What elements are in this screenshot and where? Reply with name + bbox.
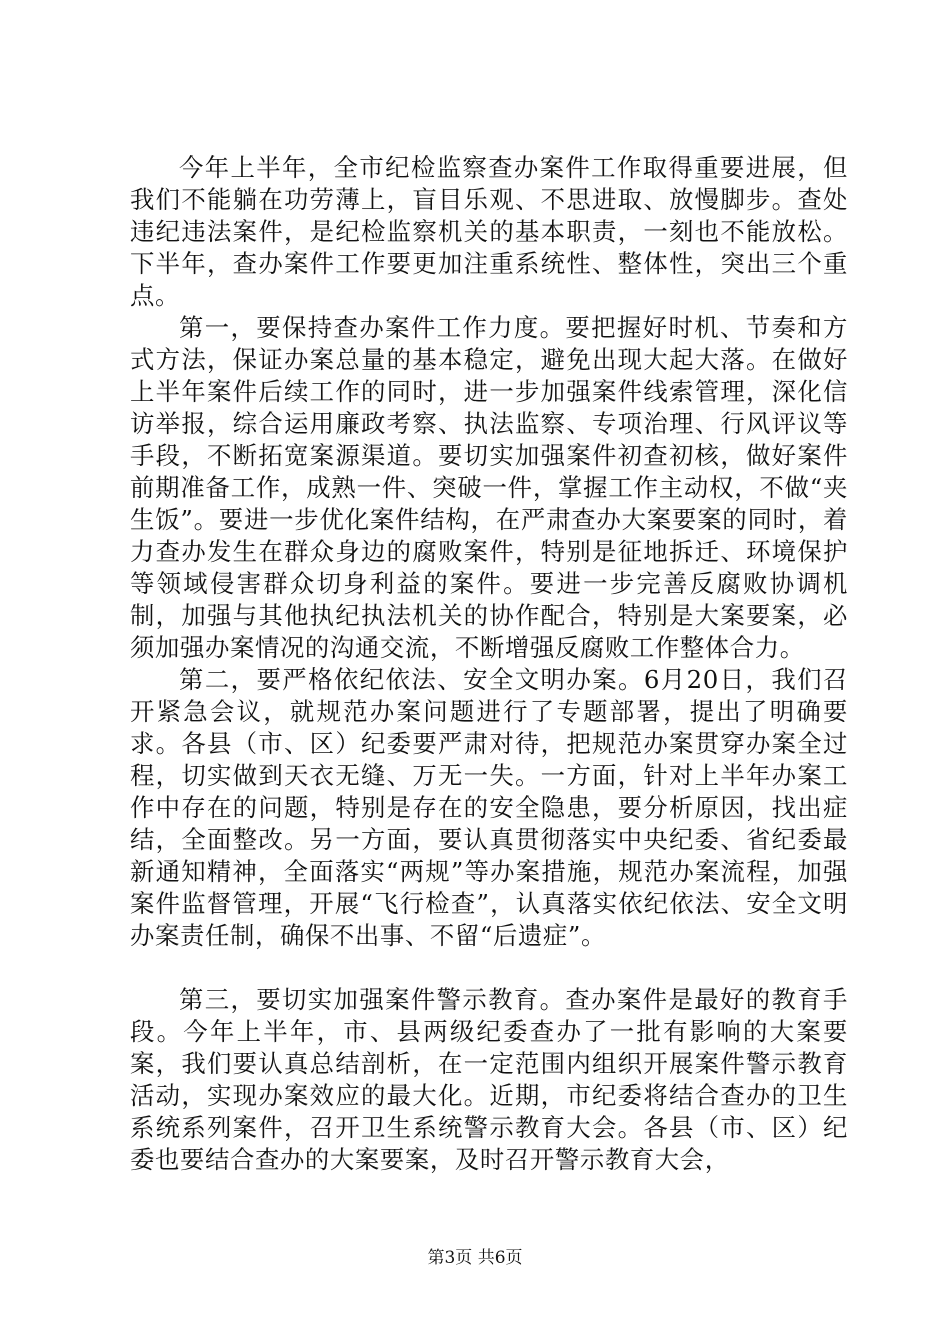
paragraph-point-one: 第一，要保持查办案件工作力度。要把握好时机、节奏和方式方法，保证办案总量的基本稳定，避免出现大起大落。在做好上半年案件后续工作的同时，进一步加强案件线索管理，深化信访举报，综合运用廉政考察、执法监察、专项治理、行风评议等手段，不断拓宽案源渠道。要切实加强案件初查初核，做好案件前期准备工作，成熟一件、突破一件，掌握工作主动权，不做“夹生饭”。要进一步优化案件结构，在严肃查办大案要案的同时，着力查办发生在群众身边的腐败案件，特别是征地拆迁、环境保护等领域侵害群众切身利益的案件。要进一步完善反腐败协调机制，加强与其他执纪执法机关的协作配合，特别是大案要案，必须加强办案情况的沟通交流，不断增强反腐败工作整体合力。 — [130, 313, 848, 662]
document-body — [130, 152, 848, 1176]
page-number-footer: 第3页 共6页 — [427, 1248, 523, 1268]
paragraph-point-three: 第三，要切实加强案件警示教育。查办案件是最好的教育手段。今年上半年，市、县两级纪委查办了一批有影响的大案要案，我们要认真总结剖析，在一定范围内组织开展案件警示教育活动，实现办案效应的最大化。近期，市纪委将结合查办的卫生系统系列案件，召开卫生系统警示教育大会。各县（市、区）纪委也要结合查办的大案要案，及时召开警示教育大会， — [130, 985, 848, 1174]
paragraph-intro: 今年上半年，全市纪检监察查办案件工作取得重要进展，但我们不能躺在功劳薄上，盲目乐观、不思进取、放慢脚步。查处违纪违法案件，是纪检监察机关的基本职责，一刻也不能放松。下半年，查办案件工作要更加注重系统性、整体性，突出三个重点。 — [130, 153, 848, 310]
paragraph-point-two: 第二，要严格依纪依法、安全文明办案。6月20日，我们召开紧急会议，就规范办案问题进行了专题部署，提出了明确要求。各县（市、区）纪委要严肃对待，把规范办案贯穿办案全过程，切实做到天衣无缝、万无一失。一方面，针对上半年办案工作中存在的问题，特别是存在的安全隐患，要分析原因，找出症结，全面整改。另一方面，要认真贯彻落实中央纪委、省纪委最新通知精神，全面落实“两规”等办案措施，规范办案流程，加强案件监督管理，开展“飞行检查”，认真落实依纪依法、安全文明办案责任制，确保不出事、不留“后遗症”。 — [130, 665, 848, 950]
